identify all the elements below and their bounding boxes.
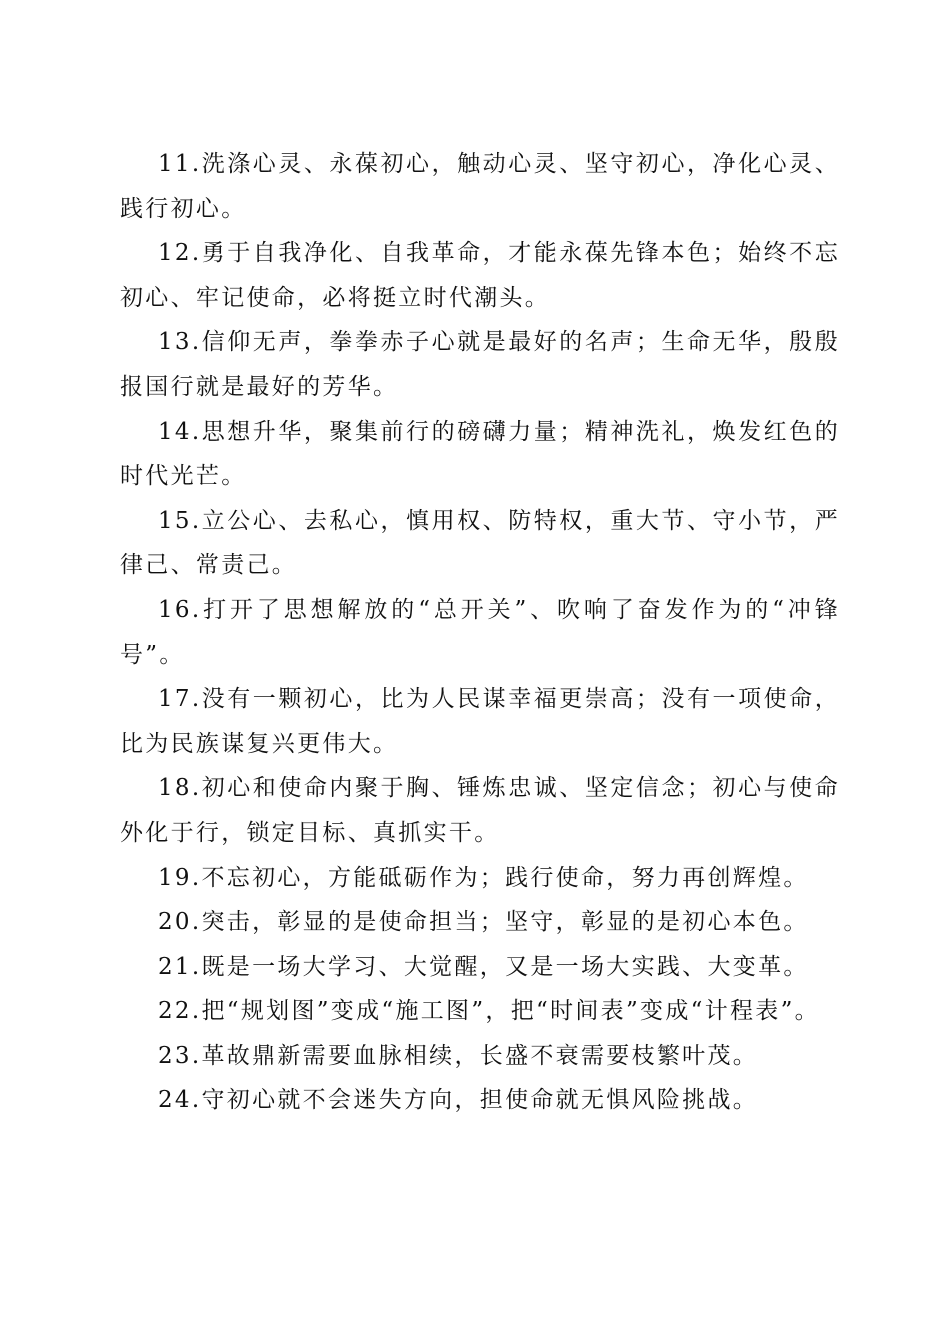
- item-number: 21.: [158, 953, 202, 980]
- list-item: [120, 588, 840, 677]
- item-text: 突击，彰显的是使命担当；坚守，彰显的是初心本色。: [201, 909, 809, 936]
- list-item: [120, 320, 840, 409]
- list-item: [120, 989, 840, 1034]
- item-number: 16.: [158, 596, 202, 623]
- item-number: 19.: [158, 864, 202, 891]
- list-item: [120, 142, 840, 231]
- item-text: 既是一场大学习、大觉醒，又是一场大实践、大变革。: [201, 953, 809, 980]
- list-item: [120, 1034, 840, 1079]
- item-text: 思想升华，聚集前行的磅礴力量；精神洗礼，焕发红色的时代光芒。: [120, 418, 840, 490]
- item-number: 17.: [158, 686, 202, 713]
- item-number: 23.: [158, 1042, 202, 1069]
- list-item: [120, 945, 840, 990]
- item-number: 18.: [158, 775, 202, 802]
- item-text: 不忘初心，方能砥砺作为；践行使命，努力再创辉煌。: [201, 864, 809, 891]
- item-text: 洗涤心灵、永葆初心，触动心灵、坚守初心，净化心灵、践行初心。: [120, 151, 840, 222]
- item-number: 22.: [158, 998, 202, 1025]
- item-number: 24.: [158, 1087, 202, 1114]
- list-item: [120, 677, 840, 766]
- list-item: [120, 766, 840, 855]
- item-text: 没有一颗初心，比为人民谋幸福更崇高；没有一项使命，比为民族谋复兴更伟大。: [120, 686, 840, 757]
- item-number: 12.: [158, 240, 202, 267]
- item-number: 15.: [158, 507, 202, 534]
- item-text: 勇于自我净化、自我革命，才能永葆先锋本色；始终不忘初心、牢记使命，必将挺立时代潮头。: [120, 240, 840, 311]
- item-text: 初心和使命内聚于胸、锤炼忠诚、坚定信念；初心与使命外化于行，锁定目标、真抓实干。: [120, 775, 840, 846]
- list-item: [120, 1078, 840, 1123]
- item-text: 立公心、去私心，慎用权、防特权，重大节、守小节，严律己、常责己。: [120, 507, 840, 579]
- list-item: [120, 410, 840, 499]
- list-item: [120, 499, 840, 588]
- item-text: 打开了思想解放的“总开关”、吹响了奋发作为的“冲锋号”。: [120, 596, 840, 668]
- item-number: 20.: [158, 909, 202, 936]
- item-number: 11.: [158, 151, 202, 177]
- item-text: 守初心就不会迷失方向，担使命就无惧风险挑战。: [201, 1087, 759, 1114]
- item-text: 革故鼎新需要血脉相续，长盛不衰需要枝繁叶茂。: [201, 1042, 759, 1069]
- item-number: 13.: [158, 329, 202, 356]
- list-item: [120, 231, 840, 320]
- list-item: [120, 900, 840, 945]
- item-text: 信仰无声，拳拳赤子心就是最好的名声；生命无华，殷殷报国行就是最好的芳华。: [120, 329, 840, 400]
- item-number: 14.: [158, 418, 202, 445]
- list-item: [120, 856, 840, 901]
- item-text: 把“规划图”变成“施工图”，把“时间表”变成“计程表”。: [201, 998, 820, 1025]
- quote-list: [120, 142, 840, 1123]
